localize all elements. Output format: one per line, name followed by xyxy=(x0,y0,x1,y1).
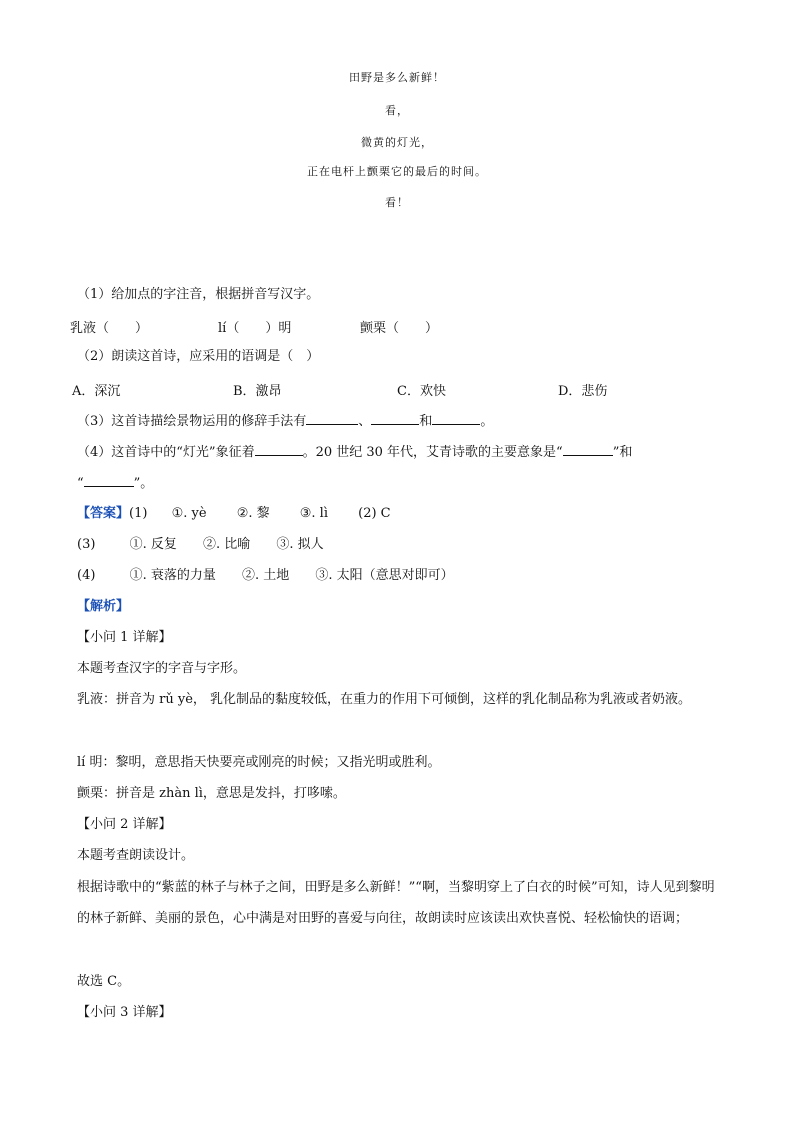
answer-4-3: ③. 太阳（意思对即可） xyxy=(315,568,454,583)
analysis-label: 【解析】 xyxy=(77,599,130,614)
poem-line-4: 正在电杆上颤栗它的最后的时间。 xyxy=(307,165,487,178)
poem-line-5: 看！ xyxy=(385,196,409,209)
question-2-option-b: B．激昂 xyxy=(233,384,282,399)
answer-blank xyxy=(306,412,358,425)
answer-2: (2) C xyxy=(358,506,391,521)
analysis-1-liming: lí 明：黎明，意思指天快要亮或刚亮的时候；又指光明或胜利。 xyxy=(77,755,441,770)
sub-question-1-heading: 【小问 1 详解】 xyxy=(77,630,172,645)
sub-question-3-heading: 【小问 3 详解】 xyxy=(77,1005,172,1020)
question-1-item-3: 颤栗（ ） xyxy=(360,321,439,336)
analysis-1-intro: 本题考查汉字的字音与字形。 xyxy=(77,661,247,676)
poem-line-3: 微黄的灯光， xyxy=(361,136,433,149)
question-2-prompt: （2）朗读这首诗，应采用的语调是（ ） xyxy=(77,349,320,364)
question-3-separator-1: 、 xyxy=(358,414,372,429)
question-4-open-quote: “ xyxy=(77,476,84,491)
answer-3-3: ③. 拟人 xyxy=(276,537,324,552)
analysis-2-conclusion: 故选 C。 xyxy=(77,974,131,989)
answer-blank xyxy=(432,412,480,425)
question-3-text: （3）这首诗描绘景物运用的修辞手法有 xyxy=(77,414,307,429)
answer-3-1: ①. 反复 xyxy=(129,537,177,552)
answer-row-2 xyxy=(77,536,324,554)
question-4-close: ”。 xyxy=(133,476,154,491)
answer-row-3-prefix: (4) xyxy=(77,568,96,583)
analysis-2-reasoning: 根据诗歌中的“紫蓝的林子与林子之间，田野是多么新鲜！”“啊，当黎明穿上了白衣的时候”可知，诗人见到黎明的林子新鲜、美丽的景色，心中满是对田野的喜爱与向往，故朗读时应该读出欢快喜悦、轻松愉快的语调； xyxy=(77,880,715,926)
answer-blank xyxy=(255,443,303,456)
question-4-text-2: 。20 世纪 30 年代，艾青诗歌的主要意象是“ xyxy=(302,445,563,460)
answer-4-2: ②. 土地 xyxy=(241,568,290,583)
answer-4-1: ①. 衰落的力量 xyxy=(129,568,216,583)
question-2-option-c: C．欢快 xyxy=(397,384,446,399)
poem-line-2: 看， xyxy=(385,104,409,117)
analysis-1-zhanli: 颤栗：拼音是 zhàn lì，意思是发抖，打哆嗦。 xyxy=(77,786,346,801)
question-3-end: 。 xyxy=(480,414,494,429)
question-1-item-2-pinyin: lí xyxy=(218,321,227,336)
question-2-option-d: D．悲伤 xyxy=(558,384,608,399)
answer-blank xyxy=(84,474,134,487)
question-1-item-1: 乳液（ ） xyxy=(70,321,149,336)
answer-label: 【答案】 xyxy=(77,506,130,521)
analysis-2-intro: 本题考查朗读设计。 xyxy=(77,848,195,863)
sub-question-2-heading: 【小问 2 详解】 xyxy=(77,817,172,832)
question-3-separator-2: 和 xyxy=(419,414,433,429)
answer-row-1-prefix: (1) xyxy=(129,506,148,521)
question-3 xyxy=(77,412,493,431)
answer-3-2: ②. 比喻 xyxy=(202,537,251,552)
answer-row-2-prefix: (3) xyxy=(77,537,96,552)
answer-blank xyxy=(371,412,419,425)
answer-row-1 xyxy=(77,505,391,523)
answer-row-3 xyxy=(77,567,454,585)
answer-blank xyxy=(563,443,613,456)
question-4-text-3: ”和 xyxy=(612,445,633,460)
poem-line-1: 田野是多么新鲜！ xyxy=(349,71,445,84)
answer-1-2: ②. 黎 xyxy=(236,506,270,521)
question-4-text: （4）这首诗中的“灯光”象征着 xyxy=(77,445,255,460)
question-4 xyxy=(77,443,632,462)
question-1-item-2-rest: （ ）明 xyxy=(226,321,292,336)
question-2-option-a: A．深沉 xyxy=(72,384,121,399)
question-1-item-2 xyxy=(218,317,291,336)
question-4-line-2 xyxy=(77,474,153,493)
answer-1-3: ③. lì xyxy=(299,506,328,521)
question-1-prompt: （1）给加点的字注音，根据拼音写汉字。 xyxy=(77,287,320,302)
answer-1-1: ①. yè xyxy=(171,506,207,521)
analysis-1-ruye: 乳液：拼音为 rǔ yè， 乳化制品的黏度较低，在重力的作用下可倾倒，这样的乳化制品称为乳液或者奶液。 xyxy=(77,692,692,707)
